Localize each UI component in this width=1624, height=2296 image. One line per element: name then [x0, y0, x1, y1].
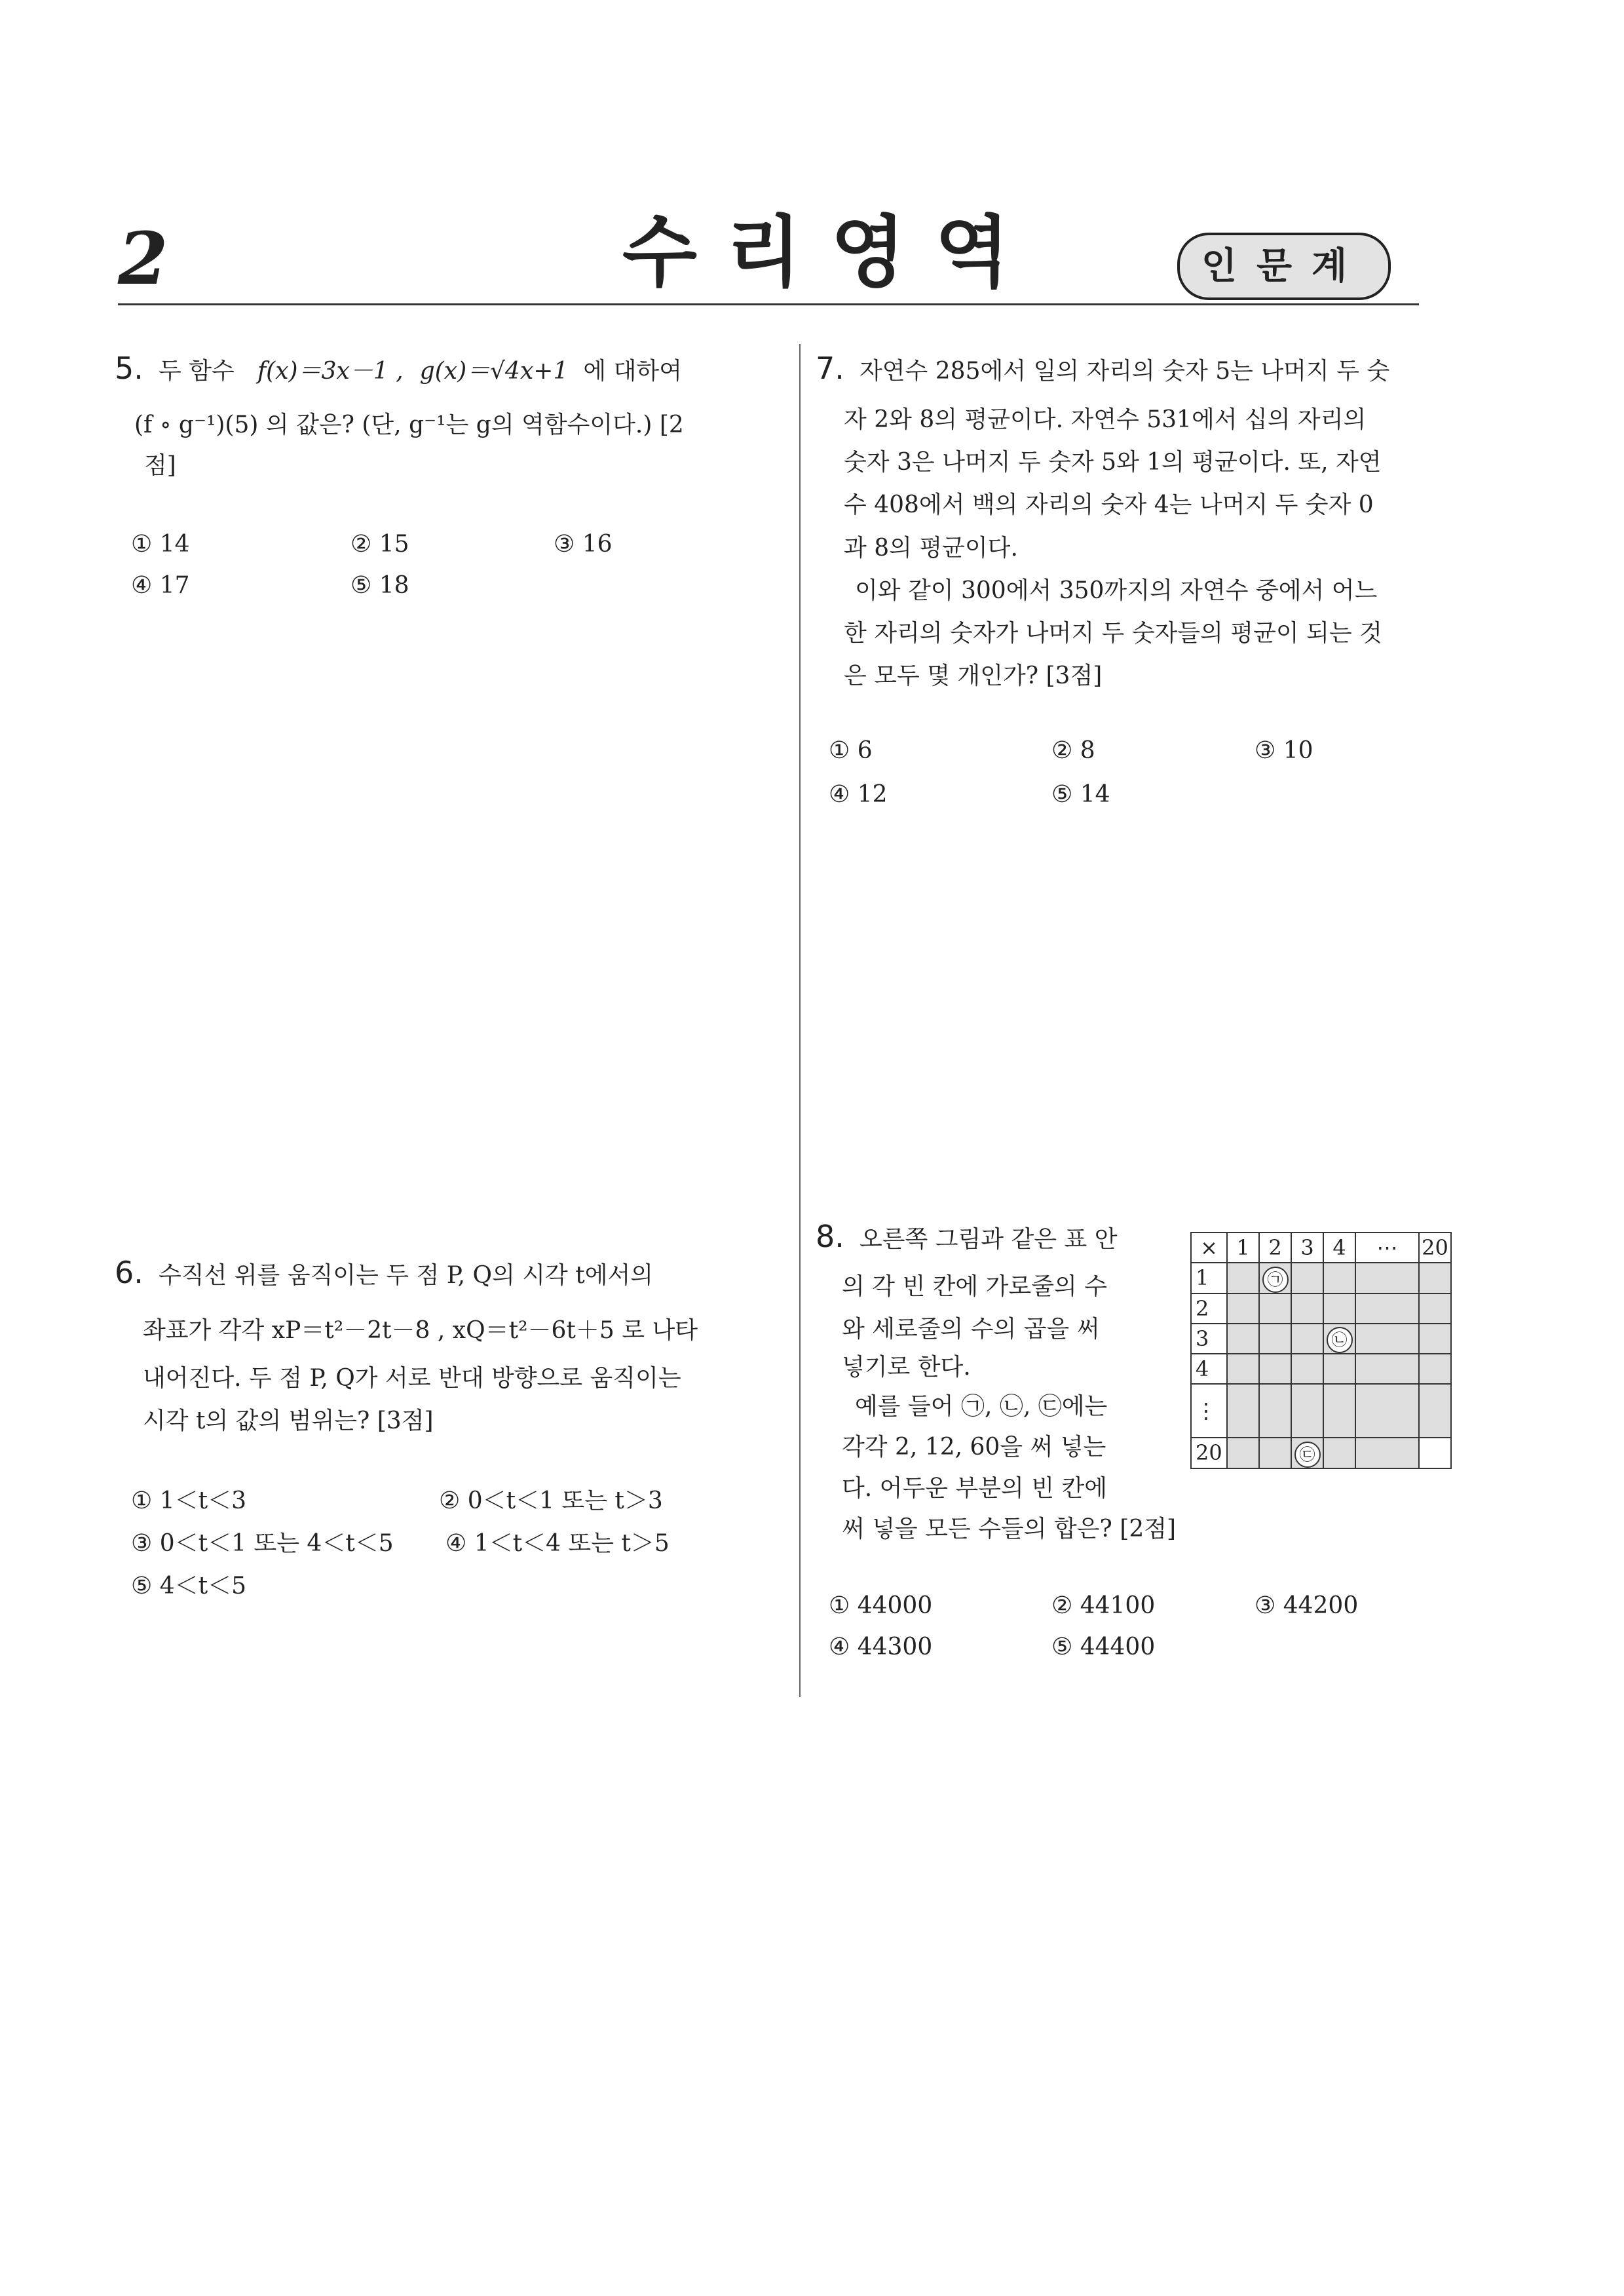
circle-mark-b: ㉡	[1327, 1327, 1353, 1353]
table-cell-shaded	[1323, 1438, 1355, 1468]
table-row-label: 1	[1191, 1263, 1227, 1293]
table-cell-shaded	[1355, 1324, 1419, 1354]
q8-line-4: 넣기로 한다.	[842, 1354, 971, 1381]
table-cell-mark-c	[1291, 1438, 1323, 1468]
table-cell-shaded	[1259, 1384, 1291, 1438]
q6-choice-4[interactable]: ④ 1＜t＜4 또는 t＞5	[445, 1530, 670, 1557]
multiplication-table	[1190, 1232, 1452, 1469]
q7-line-2: 자 2와 8의 평균이다. 자연수 531에서 십의 자리의	[844, 406, 1367, 433]
table-cell-shaded	[1291, 1324, 1323, 1354]
q5-line-2: (f ∘ g⁻¹)(5) 의 값은? (단, g⁻¹는 g의 역함수이다.) [2	[134, 411, 684, 438]
q7-choice-1[interactable]: ① 6	[829, 737, 873, 764]
q8-choice-2[interactable]: ② 44100	[1051, 1592, 1156, 1619]
table-row-label: 4	[1191, 1354, 1227, 1384]
q5-choice-3[interactable]: ③ 16	[554, 531, 613, 558]
table-row	[1191, 1324, 1451, 1354]
q5-function-g: g(x)＝√4x+1	[419, 358, 569, 385]
q7-line-1: 자연수 285에서 일의 자리의 숫자 5는 나머지 두 숫	[859, 358, 1390, 385]
table-row-label: 3	[1191, 1324, 1227, 1354]
q7-line-3: 숫자 3은 나머지 두 숫자 5와 1의 평균이다. 또, 자연	[844, 449, 1382, 476]
track-badge: 인문계	[1177, 233, 1391, 300]
q6-choice-5[interactable]: ⑤ 4＜t＜5	[131, 1573, 246, 1599]
table-cell-shaded	[1259, 1354, 1291, 1384]
table-cell-shaded	[1227, 1438, 1259, 1468]
question-number: 6.	[115, 1255, 143, 1290]
table-cell-shaded	[1291, 1293, 1323, 1324]
q8-line-1: 오른쪽 그림과 같은 표 안	[859, 1226, 1118, 1253]
table-cell-mark-a	[1259, 1263, 1291, 1293]
table-cell-shaded	[1227, 1384, 1259, 1438]
table-row	[1191, 1438, 1451, 1468]
q7-line-6: 이와 같이 300에서 350까지의 자연수 중에서 어느	[855, 577, 1378, 604]
table-cell-shaded	[1227, 1354, 1259, 1384]
circle-mark-c: ㉢	[1294, 1442, 1321, 1468]
q8-choice-3[interactable]: ③ 44200	[1255, 1592, 1359, 1619]
page-number: 2	[118, 216, 168, 301]
table-header-cell: ×	[1191, 1233, 1227, 1263]
table-cell-shaded	[1419, 1324, 1451, 1354]
table-cell-shaded	[1323, 1354, 1355, 1384]
table-row-label: 2	[1191, 1293, 1227, 1324]
table-cell	[1419, 1438, 1451, 1468]
table-cell-shaded	[1291, 1354, 1323, 1384]
table-cell-shaded	[1291, 1384, 1323, 1438]
q8-line-2: 의 각 빈 칸에 가로줄의 수	[842, 1273, 1107, 1300]
q7-choice-4[interactable]: ④ 12	[829, 781, 888, 808]
table-cell-shaded	[1259, 1293, 1291, 1324]
table-cell-mark-b	[1323, 1324, 1355, 1354]
q6-line-3: 내어진다. 두 점 P, Q가 서로 반대 방향으로 움직이는	[143, 1365, 681, 1392]
q7-choice-5[interactable]: ⑤ 14	[1051, 781, 1110, 808]
q7-line-5: 과 8의 평균이다.	[844, 535, 1018, 562]
q5-text-b: 에 대하여	[583, 358, 682, 385]
q5-choice-1[interactable]: ① 14	[131, 531, 190, 558]
q7-line-4: 수 408에서 백의 자리의 숫자 4는 나머지 두 숫자 0	[844, 491, 1374, 518]
table-row	[1191, 1293, 1451, 1324]
table-cell-shaded	[1355, 1293, 1419, 1324]
q8-choice-4[interactable]: ④ 44300	[829, 1634, 933, 1660]
q7-choice-2[interactable]: ② 8	[1051, 737, 1095, 764]
table-row	[1191, 1384, 1451, 1438]
q8-choice-1[interactable]: ① 44000	[829, 1592, 933, 1619]
q6-choice-1[interactable]: ① 1＜t＜3	[131, 1487, 246, 1514]
table-header-cell: 3	[1291, 1233, 1323, 1263]
table-cell-shaded	[1355, 1354, 1419, 1384]
table-cell-shaded	[1355, 1438, 1419, 1468]
question-number: 8.	[816, 1219, 844, 1254]
circle-mark-a: ㉠	[1262, 1267, 1289, 1293]
table-cell-shaded	[1291, 1263, 1323, 1293]
table-cell-shaded	[1419, 1384, 1451, 1438]
column-divider	[799, 344, 801, 1697]
table-cell-shaded	[1355, 1263, 1419, 1293]
q6-choice-2[interactable]: ② 0＜t＜1 또는 t＞3	[439, 1487, 663, 1514]
q5-choice-5[interactable]: ⑤ 18	[350, 572, 409, 599]
table-header-cell: 2	[1259, 1233, 1291, 1263]
question-number: 5.	[115, 351, 143, 386]
table-cell-shaded	[1419, 1354, 1451, 1384]
table-row-label: 20	[1191, 1438, 1227, 1468]
table-cell-shaded	[1227, 1263, 1259, 1293]
q8-line-8: 써 넣을 모든 수들의 합은? [2점]	[842, 1516, 1177, 1542]
q6-line-4: 시각 t의 값의 범위는? [3점]	[143, 1407, 434, 1434]
table-cell-shaded	[1323, 1263, 1355, 1293]
question-6	[115, 1255, 653, 1290]
table-cell-shaded	[1259, 1324, 1291, 1354]
table-header-cell: ⋯	[1355, 1233, 1419, 1263]
question-8	[816, 1219, 1118, 1254]
q7-choice-3[interactable]: ③ 10	[1255, 737, 1313, 764]
q8-line-7: 다. 어두운 부분의 빈 칸에	[842, 1475, 1107, 1502]
table-row	[1191, 1354, 1451, 1384]
table-header-cell: 20	[1419, 1233, 1451, 1263]
table-cell-shaded	[1259, 1438, 1291, 1468]
table-header-row	[1191, 1233, 1451, 1263]
q7-line-7: 한 자리의 숫자가 나머지 두 숫자들의 평균이 되는 것	[844, 620, 1382, 647]
q7-line-8: 은 모두 몇 개인가? [3점]	[844, 662, 1103, 689]
table-header-cell: 1	[1227, 1233, 1259, 1263]
table-row-label: ⋮	[1191, 1384, 1227, 1438]
q5-choice-2[interactable]: ② 15	[350, 531, 409, 558]
q6-choice-3[interactable]: ③ 0＜t＜1 또는 4＜t＜5	[131, 1530, 394, 1557]
q6-line-2: 좌표가 각각 xP＝t²－2t－8 , xQ＝t²－6t＋5 로 나타	[143, 1317, 698, 1344]
q8-line-6: 각각 2, 12, 60을 써 넣는	[842, 1434, 1106, 1461]
table-cell-shaded	[1227, 1293, 1259, 1324]
table-row	[1191, 1263, 1451, 1293]
question-5	[115, 351, 682, 386]
table-cell-shaded	[1419, 1263, 1451, 1293]
table-cell-shaded	[1419, 1293, 1451, 1324]
table-header-cell: 4	[1323, 1233, 1355, 1263]
page-title: 수리영역	[622, 207, 1039, 297]
q8-line-3: 와 세로줄의 수의 곱을 써	[842, 1316, 1100, 1343]
table-cell-shaded	[1355, 1384, 1419, 1438]
table-cell-shaded	[1323, 1293, 1355, 1324]
q6-line-1: 수직선 위를 움직이는 두 점 P, Q의 시각 t에서의	[158, 1262, 654, 1289]
question-7	[816, 351, 1389, 386]
q8-line-5: 예를 들어 ㉠, ㉡, ㉢에는	[855, 1393, 1108, 1420]
header-divider	[118, 303, 1419, 305]
table-cell-shaded	[1323, 1384, 1355, 1438]
question-number: 7.	[816, 351, 844, 386]
q5-line-3: 점]	[144, 452, 176, 479]
q5-choice-4[interactable]: ④ 17	[131, 572, 190, 599]
table-cell-shaded	[1227, 1324, 1259, 1354]
q5-function-f: f(x)＝3x－1 ,	[257, 358, 404, 385]
q5-text-a: 두 함수	[158, 358, 235, 385]
q8-choice-5[interactable]: ⑤ 44400	[1051, 1634, 1156, 1660]
